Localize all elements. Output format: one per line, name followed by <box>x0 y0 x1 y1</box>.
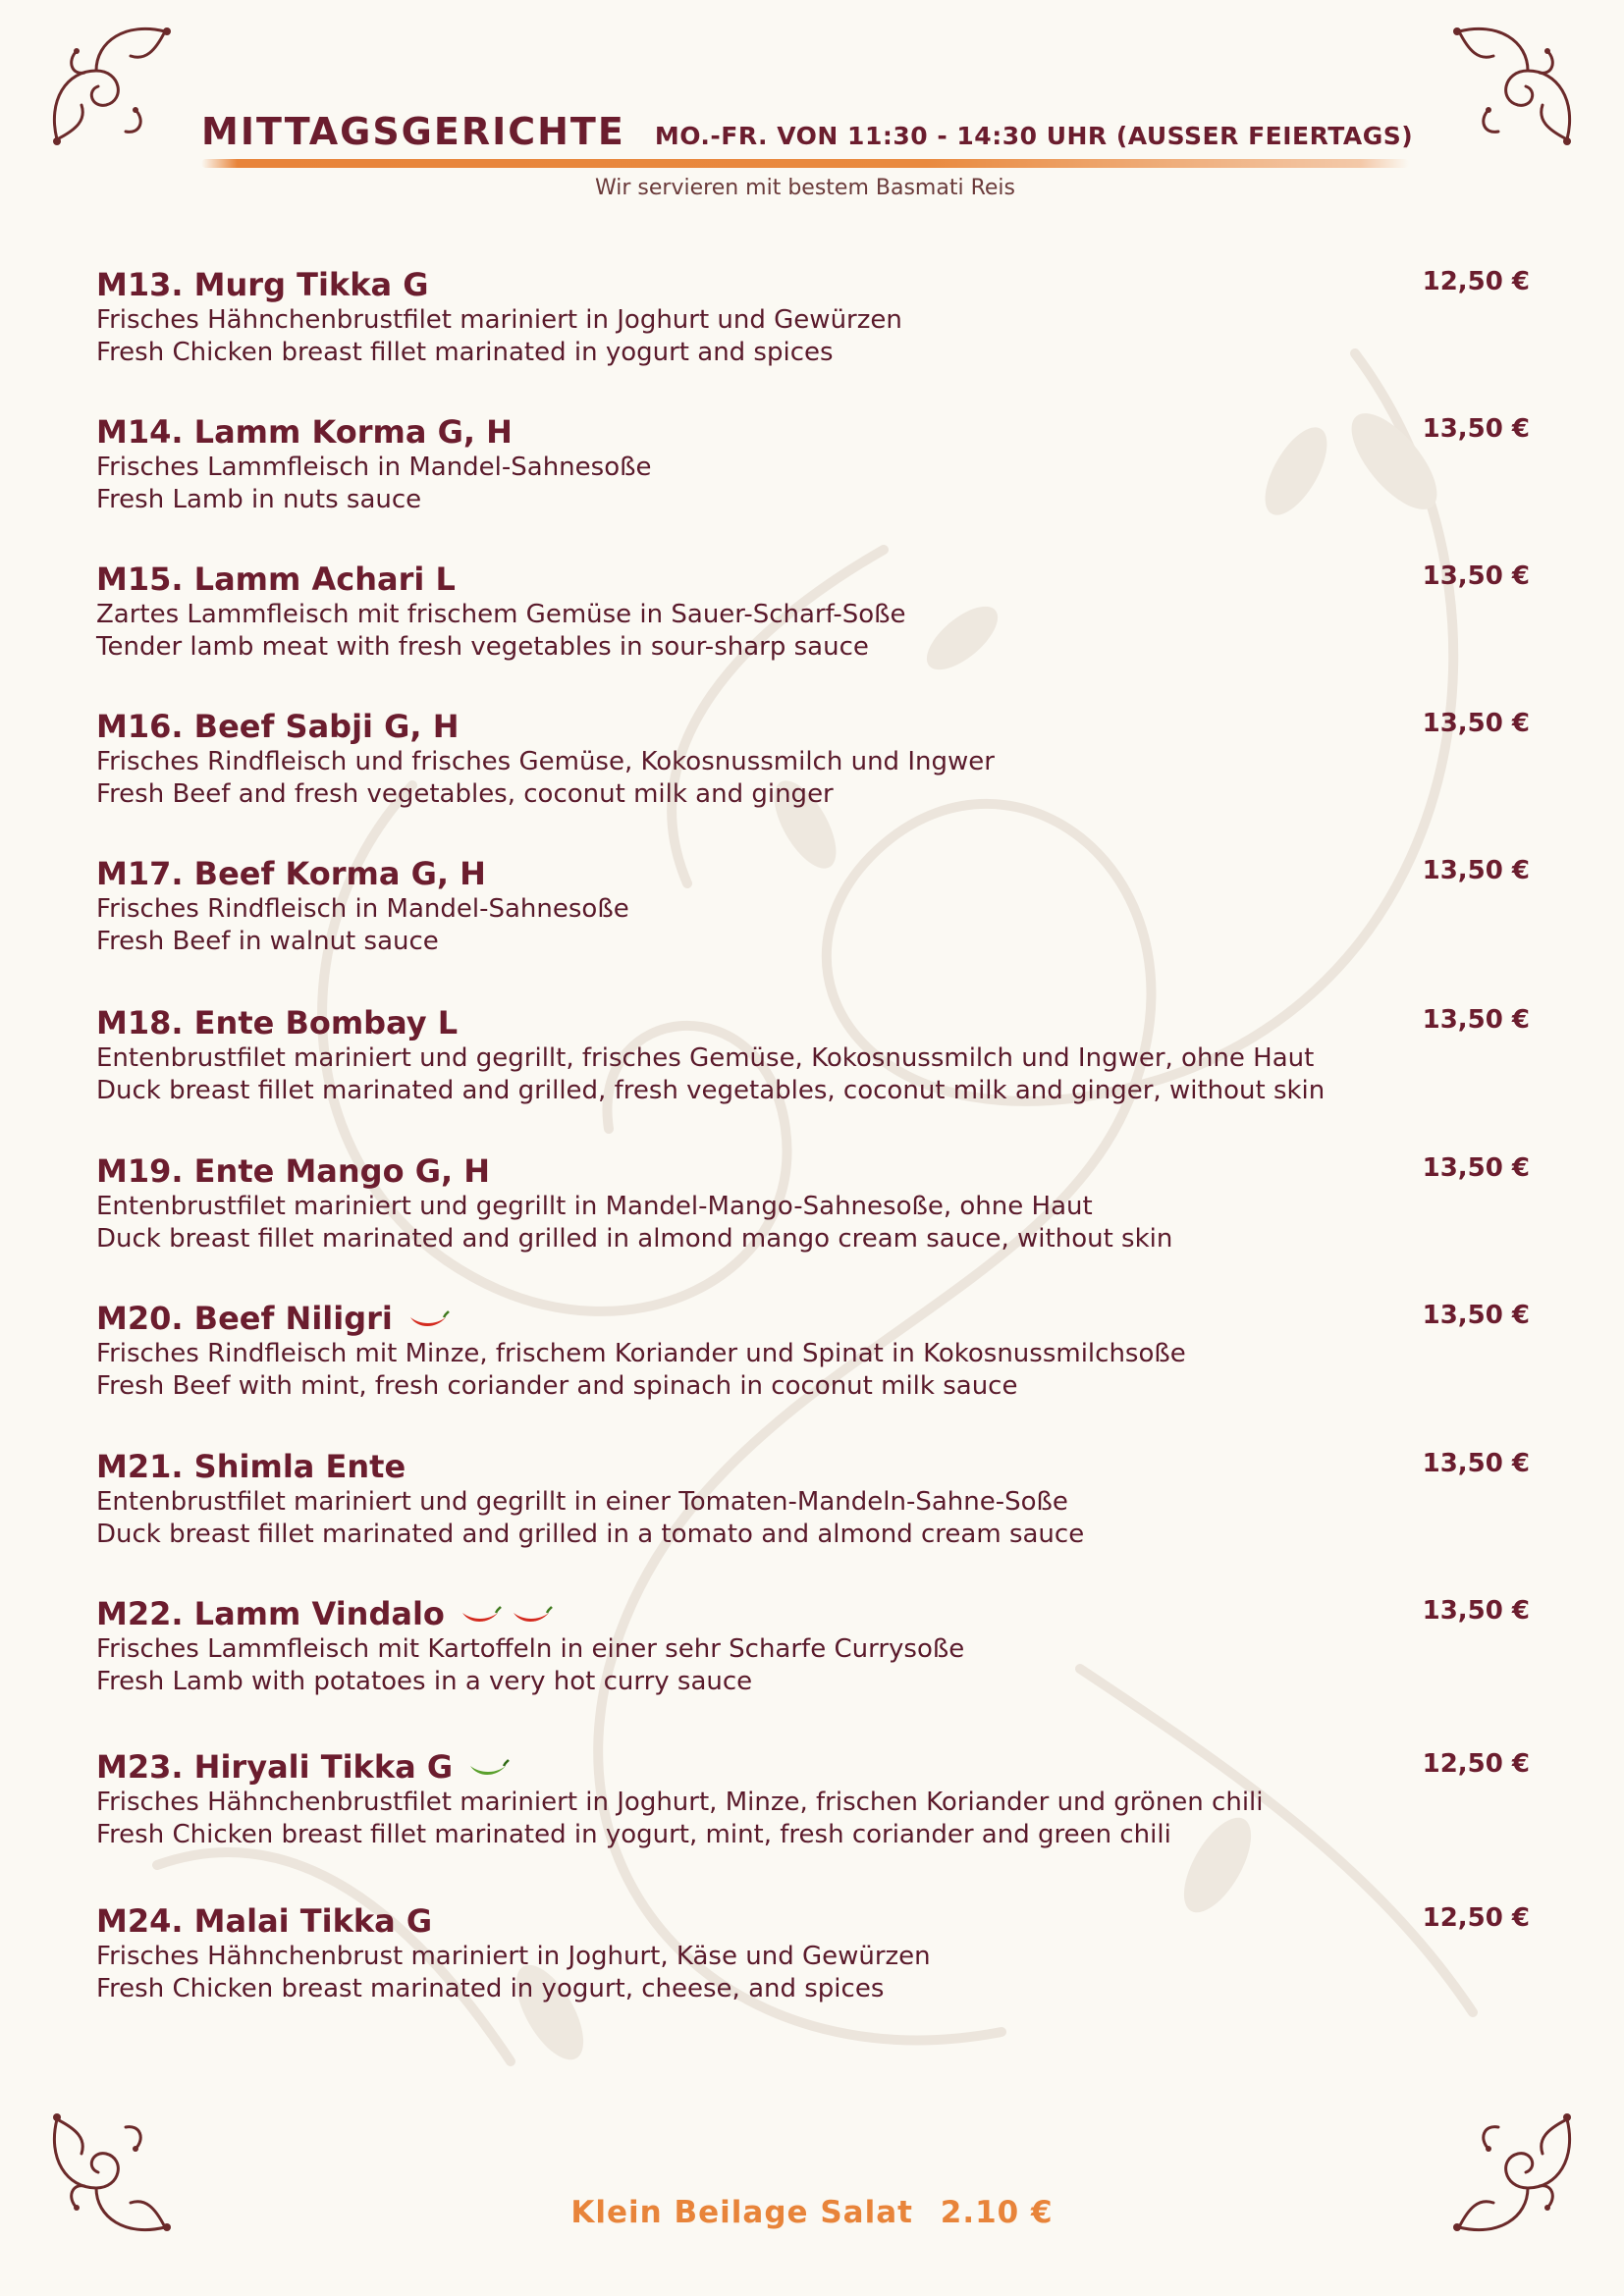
item-name: M13. Murg Tikka G <box>96 266 429 303</box>
item-name: M18. Ente Bombay L <box>96 1004 459 1041</box>
item-price: 12,50 € <box>1422 267 1530 296</box>
menu-item <box>96 1151 1530 1255</box>
page-subtitle: Wir servieren mit bestem Basmati Reis <box>595 176 1015 200</box>
item-name: M16. Beef Sabji G, H <box>96 708 460 745</box>
menu-item <box>96 1003 1530 1107</box>
item-price: 12,50 € <box>1422 1749 1530 1779</box>
item-description-en: Fresh Beef with mint, fresh coriander and spinach in coconut milk sauce <box>96 1371 1018 1401</box>
item-name: M14. Lamm Korma G, H <box>96 413 513 451</box>
item-description-de: Frisches Lammfleisch in Mandel-Sahnesoße <box>96 453 652 482</box>
item-price: 13,50 € <box>1422 1153 1530 1183</box>
menu-item <box>96 1747 1530 1851</box>
item-description-en: Tender lamb meat with fresh vegetables in sour-sharp sauce <box>96 632 869 662</box>
item-price: 13,50 € <box>1422 561 1530 591</box>
footer-label: Klein Beilage Salat <box>570 2195 913 2230</box>
item-description-de: Frisches Rindfleisch in Mandel-Sahnesoße <box>96 894 629 924</box>
item-description-en: Fresh Chicken breast marinated in yogurt, cheese, and spices <box>96 1974 885 2003</box>
item-name: M19. Ente Mango G, H <box>96 1152 491 1190</box>
brush-underline <box>201 159 1409 168</box>
item-name: M24. Malai Tikka G <box>96 1902 433 1940</box>
opening-hours: MO.-FR. VON 11:30 - 14:30 UHR (AUSSER FEIERTAGS) <box>654 122 1414 150</box>
corner-ornament-top-left <box>37 12 185 159</box>
menu-item <box>96 560 1530 664</box>
item-description-en: Fresh Lamb in nuts sauce <box>96 485 422 514</box>
item-price: 13,50 € <box>1422 1449 1530 1478</box>
menu-item <box>96 1299 1530 1403</box>
item-description-de: Frisches Rindfleisch mit Minze, frischem Koriander und Spinat in Kokosnussmilchsoße <box>96 1339 1186 1368</box>
item-description-en: Duck breast fillet marinated and grilled in a tomato and almond cream sauce <box>96 1520 1085 1549</box>
item-description-de: Entenbrustfilet mariniert und gegrillt in Mandel-Mango-Sahnesoße, ohne Haut <box>96 1192 1093 1221</box>
menu-item <box>96 1447 1530 1551</box>
item-name: M17. Beef Korma G, H <box>96 855 486 892</box>
menu-item <box>96 412 1530 516</box>
item-description-de: Frisches Rindfleisch und frisches Gemüse, Kokosnussmilch und Ingwer <box>96 747 995 776</box>
green-chili-icon <box>466 1758 510 1780</box>
item-name: M23. Hiryali Tikka G <box>96 1747 1530 1787</box>
item-description-en: Duck breast fillet marinated and grilled, fresh vegetables, coconut milk and ginger, without skin <box>96 1076 1326 1105</box>
title-row <box>201 110 1419 153</box>
menu-item <box>96 707 1530 811</box>
item-price: 13,50 € <box>1422 709 1530 738</box>
corner-ornament-top-right <box>1439 12 1587 159</box>
item-price: 13,50 € <box>1422 1301 1530 1330</box>
item-description-en: Duck breast fillet marinated and grilled in almond mango cream sauce, without skin <box>96 1224 1173 1254</box>
menu-header <box>201 110 1419 200</box>
item-price: 12,50 € <box>1422 1903 1530 1933</box>
item-description-de: Frisches Lammfleisch mit Kartoffeln in einer sehr Scharfe Currysoße <box>96 1634 965 1664</box>
item-name: M21. Shimla Ente <box>96 1448 406 1485</box>
item-description-de: Frisches Hähnchenbrust mariniert in Joghurt, Käse und Gewürzen <box>96 1942 931 1971</box>
item-description-de: Entenbrustfilet mariniert und gegrillt, frisches Gemüse, Kokosnussmilch und Ingwer, ohne Haut <box>96 1043 1315 1073</box>
item-description-en: Fresh Chicken breast fillet marinated in yogurt and spices <box>96 338 834 367</box>
item-name: M20. Beef Niligri <box>96 1299 1530 1338</box>
footer-price: 2.10 € <box>940 2195 1054 2230</box>
page-title: MITTAGSGERICHTE <box>201 110 625 153</box>
item-description-en: Fresh Beef in walnut sauce <box>96 927 439 956</box>
item-price: 13,50 € <box>1422 1596 1530 1626</box>
menu-item <box>96 854 1530 958</box>
menu-item <box>96 1901 1530 2005</box>
menu-item <box>96 265 1530 369</box>
item-description-de: Frisches Hähnchenbrustfilet mariniert in Joghurt, Minze, frischen Koriander und grönen chili <box>96 1788 1264 1817</box>
item-description-en: Fresh Lamb with potatoes in a very hot curry sauce <box>96 1667 753 1696</box>
item-name: M22. Lamm Vindalo <box>96 1594 1530 1633</box>
item-price: 13,50 € <box>1422 1005 1530 1035</box>
item-price: 13,50 € <box>1422 414 1530 444</box>
menu-item <box>96 1594 1530 1698</box>
item-description-de: Frisches Hähnchenbrustfilet mariniert in Joghurt und Gewürzen <box>96 305 902 335</box>
item-description-en: Fresh Chicken breast fillet marinated in yogurt, mint, fresh coriander and green chili <box>96 1820 1171 1849</box>
item-price: 13,50 € <box>1422 856 1530 885</box>
item-description-de: Entenbrustfilet mariniert und gegrillt in einer Tomaten-Mandeln-Sahne-Soße <box>96 1487 1068 1517</box>
side-salad-note <box>0 2195 1624 2230</box>
red-chili-icon <box>406 1309 450 1331</box>
item-description-de: Zartes Lammfleisch mit frischem Gemüse in Sauer-Scharf-Soße <box>96 600 906 629</box>
double-red-chili-icon <box>459 1605 557 1627</box>
item-name: M15. Lamm Achari L <box>96 561 456 598</box>
item-description-en: Fresh Beef and fresh vegetables, coconut milk and ginger <box>96 779 834 809</box>
